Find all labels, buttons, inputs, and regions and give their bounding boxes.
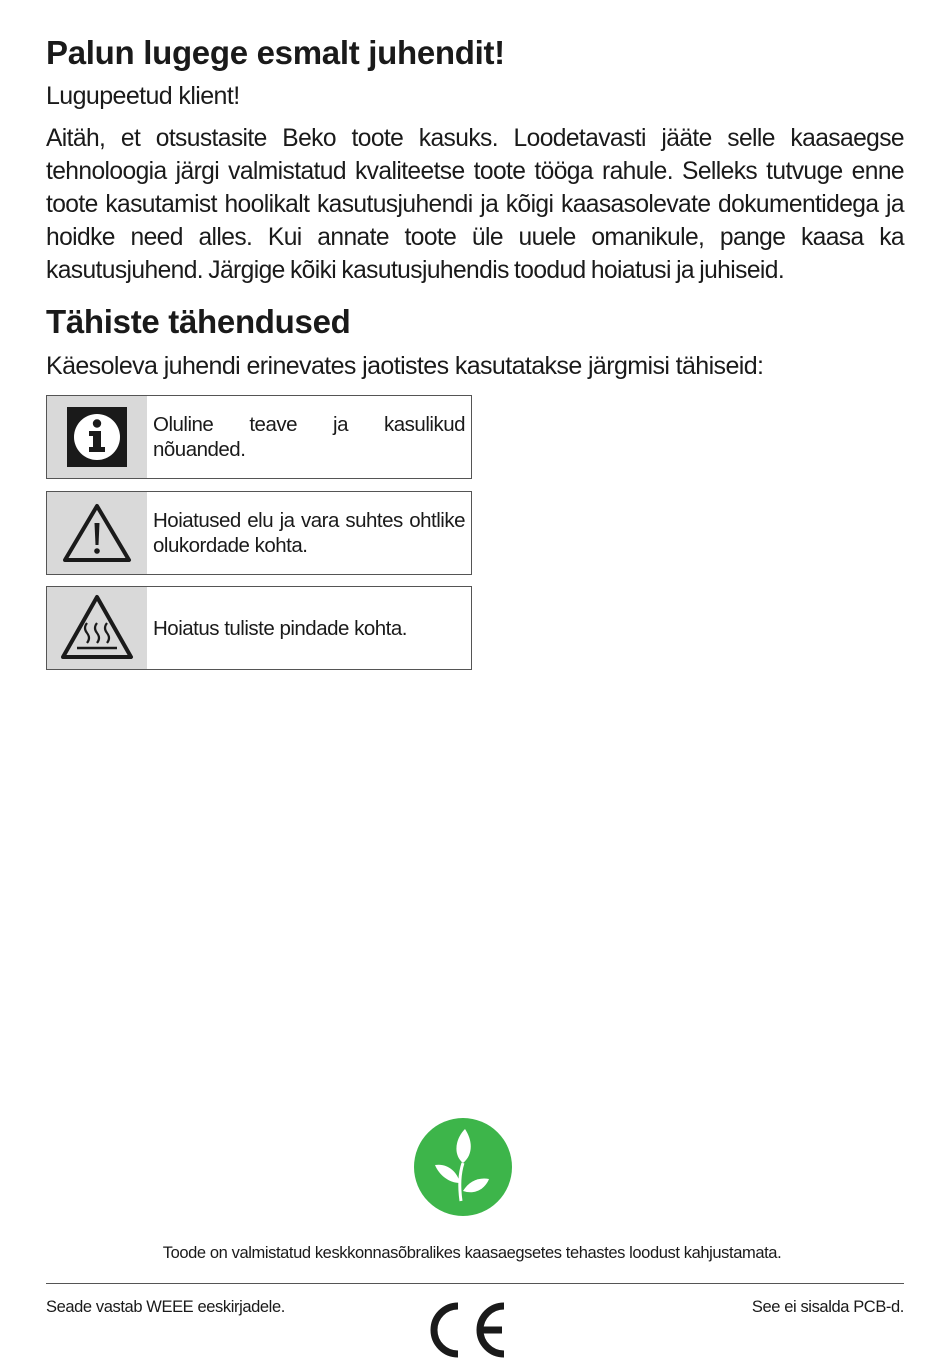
- footer-divider: [46, 1283, 904, 1284]
- symbol-text-info: Oluline teave ja kasulikud nõuanded.: [153, 413, 465, 461]
- intro-paragraph: Aitäh, et otsustasite Beko toote kasuks. Loodetavasti jääte selle kaasaegse tehnoloogia järgi valmistatud kvaliteetse toote tööga rahule. Selleks tutvuge enne toote kasutamist hoolikalt kasutusjuhendi ja kõigi kaasasolevate dokumentidega ja hoidke need alles. Kui annate toote üle uuele omanikule, pange kaasa ka kasutusjuhend. Järgige kõiki kasutusjuhendis toodud hoiatusi ja juhiseid.: [46, 125, 904, 284]
- pcb-free-text: See ei sisalda PCB-d.: [751, 1298, 904, 1316]
- symbol-row-info: [46, 395, 472, 479]
- symbol-row-warning: [46, 491, 472, 575]
- weee-compliance-text: Seade vastab WEEE eeskirjadele.: [46, 1298, 285, 1316]
- hot-surface-icon: [47, 587, 147, 669]
- info-icon: [47, 396, 147, 478]
- symbol-text-warning: Hoiatused elu ja vara suhtes ohtlike olukordade kohta.: [153, 509, 465, 557]
- page-title: Palun lugege esmalt juhendit!: [46, 34, 505, 71]
- symbols-heading: Tähiste tähendused: [46, 303, 351, 340]
- ce-mark-icon: [420, 1300, 508, 1360]
- eco-statement: Toode on valmistatud keskkonnasõbralikes kaasaegsetes tehastes loodust kahjustamata.: [162, 1244, 782, 1262]
- warning-icon: [47, 492, 147, 574]
- symbols-intro: Käesoleva juhendi erinevates jaotistes kasutatakse järgmisi tähiseid:: [46, 352, 764, 380]
- symbol-row-hot-surface: [46, 586, 472, 670]
- greeting: Lugupeetud klient!: [46, 82, 240, 110]
- symbol-text-hot-surface: Hoiatus tuliste pindade kohta.: [153, 616, 407, 640]
- eco-leaf-icon: [413, 1117, 513, 1217]
